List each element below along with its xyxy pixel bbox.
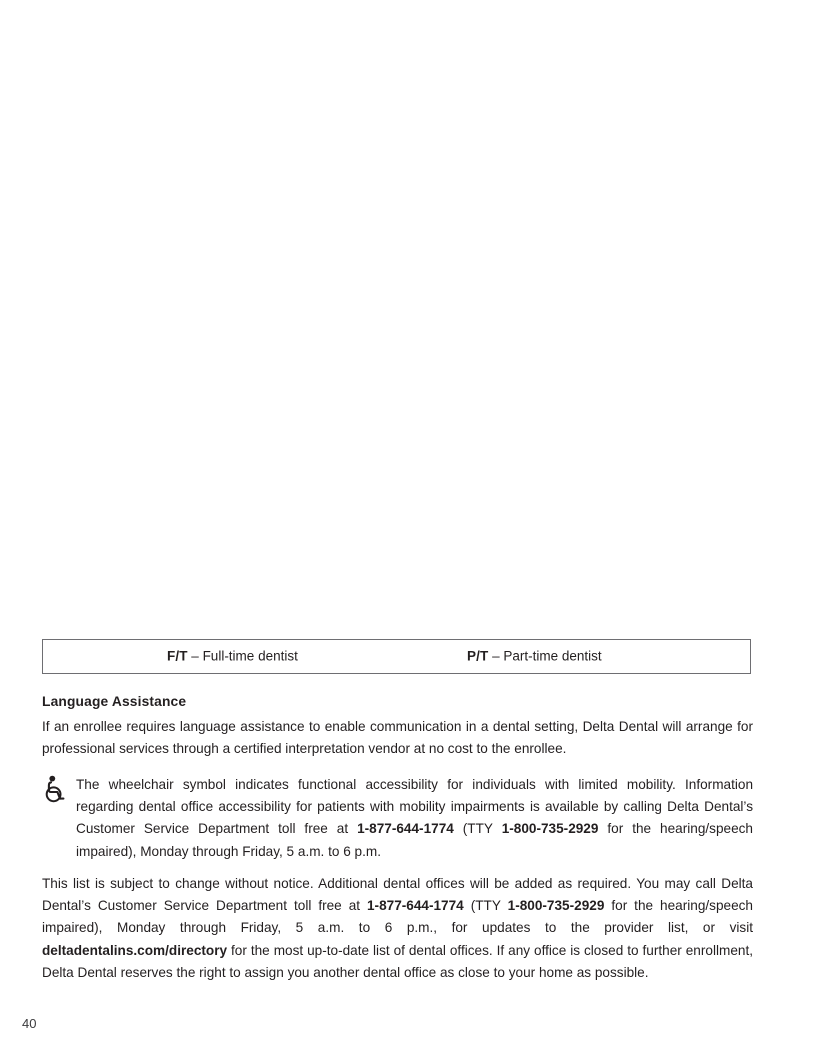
- paragraph-language-assistance: If an enrollee requires language assistance to enable communication in a dental setting, Delta Dental will arrange for professional services through a certified interpretation vendor at no cost to the enrollee.: [42, 719, 753, 757]
- legend-dash-pt: –: [488, 648, 504, 664]
- accessibility-phone-tty: 1-800-735-2929: [501, 821, 599, 837]
- legend-inner: [43, 640, 750, 673]
- page-number: 40: [22, 1016, 37, 1031]
- accessibility-text-2: (TTY: [453, 821, 502, 837]
- legend-description-ft: Full-time dentist: [202, 648, 298, 664]
- legend-entry-part-time: [467, 649, 602, 664]
- closing-text-4: for the most up-to-date list of dental offices. If any office is closed to further enrollment, Delta Dental reserves the right to assign you another dental office as close to your home as possible.: [42, 942, 753, 980]
- accessibility-phone-main: 1-877-644-1774: [357, 821, 454, 837]
- closing-text-3: for the hearing/speech impaired), Monday through Friday, 5 a.m. to 6 p.m., for updates to the provider list, or visit: [42, 898, 753, 936]
- legend-entry-full-time: [167, 649, 298, 664]
- legend-description-pt: Part-time dentist: [503, 648, 602, 664]
- paragraph-closing-note: [42, 873, 753, 984]
- accessibility-text-1: The wheelchair symbol indicates functional accessibility for individuals with limited mobility. Information regarding dental office accessibility for patients with mobility impairments is available by calling Delta Dental’s Customer Service Department toll free at: [76, 777, 753, 837]
- closing-text-2: (TTY: [463, 898, 508, 914]
- legend-code-pt: P/T: [467, 648, 489, 664]
- legend-dash-ft: –: [187, 648, 203, 664]
- closing-phone-main: 1-877-644-1774: [367, 898, 464, 914]
- legend-code-ft: F/T: [167, 648, 188, 664]
- closing-text-1: This list is subject to change without notice. Additional dental offices will be added as required. You may call Delta Dental’s Customer Service Department toll free at: [42, 876, 753, 914]
- accessibility-text-3: for the hearing/speech impaired), Monday through Friday, 5 a.m. to 6 p.m.: [76, 821, 753, 859]
- closing-phone-tty: 1-800-735-2929: [507, 898, 605, 914]
- paragraph-accessibility-note: [42, 774, 753, 863]
- section-heading-language-assistance: Language Assistance: [42, 694, 187, 709]
- closing-website-link[interactable]: deltadentalins.com/directory: [42, 942, 228, 958]
- dentist-availability-legend-box: [42, 639, 751, 674]
